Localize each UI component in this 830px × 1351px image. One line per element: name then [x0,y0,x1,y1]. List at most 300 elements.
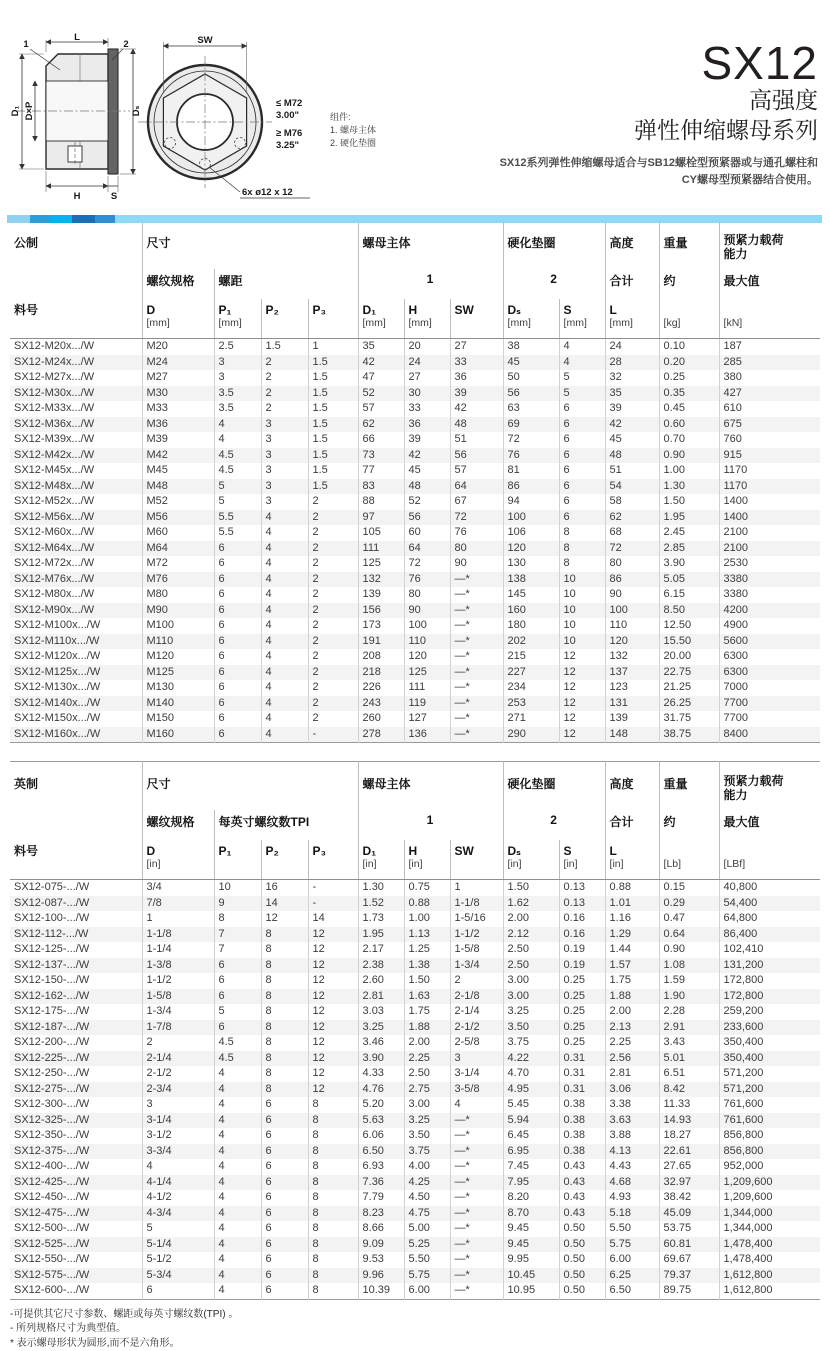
value-cell: 285 [719,355,820,371]
value-cell: 6 [559,401,605,417]
value-cell: 3.50 [503,1020,559,1036]
value-cell: 0.13 [559,880,605,896]
value-cell: 3.25 [503,1004,559,1020]
col-L: L [mm] [605,299,659,339]
part-number-cell: SX12-162-.../W [10,989,142,1005]
value-cell: 6 [261,1175,308,1191]
value-cell: M140 [142,696,214,712]
value-cell: 760 [719,432,820,448]
value-cell: 58 [605,494,659,510]
value-cell: 1.95 [358,927,404,943]
value-cell: 5-1/4 [142,1237,214,1253]
value-cell: 20.00 [659,649,719,665]
value-cell: 0.47 [659,911,719,927]
table-row [10,339,820,355]
value-cell: 6 [261,1190,308,1206]
value-cell: 90 [450,556,503,572]
value-cell: 100 [605,603,659,619]
page-header [0,0,830,215]
value-cell: 2.75 [404,1082,450,1098]
value-cell: M76 [142,572,214,588]
value-cell: 1,344,000 [719,1221,820,1237]
value-cell: 187 [719,339,820,355]
value-cell: 8 [261,1082,308,1098]
value-cell: 8.42 [659,1082,719,1098]
value-cell: —* [450,1252,503,1268]
page-title: SX12 [500,40,818,86]
col-D: D [in] [142,840,214,880]
value-cell: 1400 [719,510,820,526]
col-P3: P₃ [308,840,358,880]
value-cell: 253 [503,696,559,712]
part-number-cell: SX12-225-.../W [10,1051,142,1067]
value-cell: 180 [503,618,559,634]
dim-L-label: L [74,32,80,43]
value-cell: M125 [142,665,214,681]
value-cell: M30 [142,386,214,402]
value-cell: 52 [404,494,450,510]
value-cell: 24 [605,339,659,355]
value-cell: 0.88 [404,896,450,912]
value-cell: M160 [142,727,214,743]
value-cell: 5.20 [358,1097,404,1113]
part-number-cell: SX12-400-.../W [10,1159,142,1175]
value-cell: 72 [503,432,559,448]
value-cell: —* [450,634,503,650]
value-cell: 4.93 [605,1190,659,1206]
value-cell: 2 [261,386,308,402]
value-cell: 4.22 [503,1051,559,1067]
value-cell: M45 [142,463,214,479]
part-number-cell: SX12-M30x.../W [10,386,142,402]
value-cell: 8 [308,1221,358,1237]
value-cell: 2 [308,711,358,727]
value-cell: 0.19 [559,942,605,958]
value-cell: 90 [404,603,450,619]
value-cell: 2 [308,510,358,526]
value-cell: 8 [559,541,605,557]
value-cell: 38.75 [659,727,719,743]
value-cell: 172,800 [719,989,820,1005]
value-cell: 4-1/4 [142,1175,214,1191]
value-cell: 8 [261,958,308,974]
part-number-cell: SX12-M100x.../W [10,618,142,634]
value-cell: 5.5 [214,525,261,541]
value-cell: 111 [404,680,450,696]
col-Lb: [Lb] [659,840,719,880]
value-cell: 8 [559,556,605,572]
value-cell: 3.00 [503,973,559,989]
value-cell: 12 [308,1066,358,1082]
value-cell: 6 [214,603,261,619]
value-cell: 233,600 [719,1020,820,1036]
value-cell: M120 [142,649,214,665]
value-cell: 4 [214,1175,261,1191]
value-cell: 5.5 [214,510,261,526]
value-cell: 14.93 [659,1113,719,1129]
value-cell: 571,200 [719,1066,820,1082]
value-cell: 2 [308,634,358,650]
table-row [10,1237,820,1253]
table-row [10,417,820,433]
value-cell: 0.20 [659,355,719,371]
value-cell: 27 [450,339,503,355]
value-cell: 6.25 [605,1268,659,1284]
value-cell: 3.00 [404,1097,450,1113]
value-cell: 10 [559,603,605,619]
part-number-cell: SX12-275-.../W [10,1082,142,1098]
value-cell: 2.50 [503,958,559,974]
value-cell: 8 [308,1190,358,1206]
value-cell: 10.45 [503,1268,559,1284]
value-cell: 5.50 [605,1221,659,1237]
value-cell: 7700 [719,711,820,727]
value-cell: 12.50 [659,618,719,634]
part-number-cell: SX12-475-.../W [10,1206,142,1222]
part-number-cell: SX12-M130x.../W [10,680,142,696]
value-cell: 3.75 [404,1144,450,1160]
value-cell: 77 [358,463,404,479]
value-cell: 56 [404,510,450,526]
value-cell: 38 [503,339,559,355]
value-cell: 2-1/4 [450,1004,503,1020]
value-cell: 111 [358,541,404,557]
table-row [10,1066,820,1082]
subgroup-pitch: 螺距 [214,269,358,299]
value-cell: 4900 [719,618,820,634]
value-cell: 3.38 [605,1097,659,1113]
value-cell: 36 [404,417,450,433]
value-cell: 89.75 [659,1283,719,1299]
value-cell: 62 [605,510,659,526]
value-cell: 6.00 [605,1252,659,1268]
value-cell: 4 [261,634,308,650]
value-cell: 8 [261,927,308,943]
value-cell: 64 [450,479,503,495]
value-cell: 2.81 [605,1066,659,1082]
value-cell: 4.5 [214,463,261,479]
value-cell: 6 [559,479,605,495]
value-cell: 2-3/4 [142,1082,214,1098]
value-cell: 3.63 [605,1113,659,1129]
nut-drawing-svg [8,34,448,219]
front-view [138,35,310,198]
part-number-cell: SX12-M42x.../W [10,448,142,464]
value-cell: 64,800 [719,911,820,927]
legend-title: 组件: [330,111,351,122]
table-row [10,1252,820,1268]
size-range-ge-in: 3.25" [276,140,299,151]
value-cell: 48 [605,448,659,464]
page-subtitle-2: 弹性伸缩螺母系列 [500,116,818,146]
value-cell: 226 [358,680,404,696]
value-cell: 2100 [719,541,820,557]
value-cell: 3.5 [214,401,261,417]
value-cell: 2 [308,665,358,681]
value-cell: 2 [450,973,503,989]
value-cell: 10 [559,572,605,588]
value-cell: 4.68 [605,1175,659,1191]
value-cell: 7 [214,927,261,943]
value-cell: 6 [559,510,605,526]
value-cell: 2 [142,1035,214,1051]
value-cell: 102,410 [719,942,820,958]
table-row [10,1097,820,1113]
col-Ds: Dₛ [mm] [503,299,559,339]
value-cell: 3 [261,494,308,510]
value-cell: 6 [214,556,261,572]
value-cell: 5-1/2 [142,1252,214,1268]
value-cell: 5.25 [404,1237,450,1253]
value-cell: 137 [605,665,659,681]
part-number-cell: SX12-075-.../W [10,880,142,896]
value-cell: 9.96 [358,1268,404,1284]
value-cell: —* [450,680,503,696]
value-cell: 4 [214,1221,261,1237]
subgroup-nut-body-num: 1 [358,269,503,299]
value-cell: 4 [261,696,308,712]
value-cell: 1 [450,880,503,896]
value-cell: 9.09 [358,1237,404,1253]
value-cell: 9.45 [503,1221,559,1237]
value-cell: 130 [503,556,559,572]
value-cell: 2 [308,603,358,619]
value-cell: 132 [605,649,659,665]
value-cell: 6 [214,711,261,727]
value-cell: 8.50 [659,603,719,619]
table-row [10,355,820,371]
value-cell: 1.75 [404,1004,450,1020]
value-cell: M24 [142,355,214,371]
value-cell: 6 [261,1268,308,1284]
value-cell: 5 [142,1221,214,1237]
value-cell: 131,200 [719,958,820,974]
value-cell: 8 [308,1097,358,1113]
value-cell: 1.50 [659,494,719,510]
subgroup-thread-spec: 螺纹规格 [142,810,214,840]
value-cell: 2 [261,355,308,371]
value-cell: 4 [559,355,605,371]
value-cell: 12 [308,989,358,1005]
value-cell: 1-7/8 [142,1020,214,1036]
value-cell: 5.63 [358,1113,404,1129]
value-cell: —* [450,1237,503,1253]
value-cell: 2 [308,541,358,557]
value-cell: 0.25 [559,1004,605,1020]
dim-H-label: H [74,191,81,202]
table-row [10,587,820,603]
table-row [10,618,820,634]
value-cell: 243 [358,696,404,712]
group-preload: 预紧力载荷能力 [719,762,820,811]
value-cell: 4 [214,1066,261,1082]
value-cell: 6 [559,448,605,464]
value-cell: 2 [308,587,358,603]
value-cell: 120 [404,649,450,665]
col-H: H [in] [404,840,450,880]
value-cell: 1.52 [358,896,404,912]
value-cell: 4.95 [503,1082,559,1098]
table-row [10,896,820,912]
value-cell: 0.45 [659,401,719,417]
value-cell: 3-1/4 [450,1066,503,1082]
value-cell: 4 [214,1159,261,1175]
value-cell: 8400 [719,727,820,743]
value-cell: 47 [358,370,404,386]
value-cell: 2.13 [605,1020,659,1036]
size-range-le: ≤ M72 [276,98,302,109]
value-cell: 278 [358,727,404,743]
table-row [10,1113,820,1129]
part-number-cell: SX12-187-.../W [10,1020,142,1036]
part-number-cell: SX12-450-.../W [10,1190,142,1206]
value-cell: 1170 [719,479,820,495]
part-number-cell: SX12-175-.../W [10,1004,142,1020]
part-number-cell: SX12-150-.../W [10,973,142,989]
table-row [10,911,820,927]
part-number-cell: SX12-M24x.../W [10,355,142,371]
value-cell: 8 [308,1175,358,1191]
footnote-2: - 所列规格尺寸为典型值。 [10,1322,830,1337]
value-cell: 139 [358,587,404,603]
table-row [10,1268,820,1284]
value-cell: 2 [308,649,358,665]
col-D1: D₁ [mm] [358,299,404,339]
value-cell: 4 [214,1113,261,1129]
value-cell: 1 [142,911,214,927]
part-number-cell: SX12-M45x.../W [10,463,142,479]
value-cell: 8 [308,1268,358,1284]
value-cell: 2.45 [659,525,719,541]
value-cell: 1.5 [308,432,358,448]
col-SW: SW [450,299,503,339]
value-cell: 4 [214,417,261,433]
part-number-cell: SX12-425-.../W [10,1175,142,1191]
value-cell: 6.15 [659,587,719,603]
value-cell: 69 [503,417,559,433]
col-part-number: 料号 [10,299,142,339]
value-cell: 100 [404,618,450,634]
value-cell: 3-3/4 [142,1144,214,1160]
col-D1: D₁ [in] [358,840,404,880]
subgroup-height-total: 合计 [605,810,659,840]
value-cell: 14 [261,896,308,912]
value-cell: 12 [308,1020,358,1036]
value-cell: 4200 [719,603,820,619]
value-cell: 3.50 [404,1128,450,1144]
value-cell: 1-5/8 [142,989,214,1005]
value-cell: 8.23 [358,1206,404,1222]
value-cell: 11.33 [659,1097,719,1113]
value-cell: 62 [358,417,404,433]
value-cell: 1.5 [308,463,358,479]
value-cell: 42 [450,401,503,417]
value-cell: 915 [719,448,820,464]
value-cell: 0.38 [559,1144,605,1160]
value-cell: 42 [404,448,450,464]
value-cell: 0.50 [559,1221,605,1237]
value-cell: 173 [358,618,404,634]
value-cell: 5 [214,479,261,495]
value-cell: 427 [719,386,820,402]
value-cell: 3-1/4 [142,1113,214,1129]
value-cell: 51 [450,432,503,448]
value-cell: 4 [214,1252,261,1268]
value-cell: 208 [358,649,404,665]
value-cell: 106 [503,525,559,541]
side-view [10,32,142,202]
value-cell: 10 [559,634,605,650]
value-cell: 0.43 [559,1159,605,1175]
legend-item-1: 1. 螺母主体 [330,124,376,135]
value-cell: 1.59 [659,973,719,989]
value-cell: 6 [261,1283,308,1299]
group-height: 高度 [605,223,659,269]
value-cell: 4 [214,1097,261,1113]
value-cell: 4 [261,541,308,557]
value-cell: 15.50 [659,634,719,650]
value-cell: 3.03 [358,1004,404,1020]
table-row [10,727,820,743]
value-cell: 12 [308,958,358,974]
value-cell: 5.18 [605,1206,659,1222]
value-cell: 1170 [719,463,820,479]
value-cell: 1-3/4 [450,958,503,974]
value-cell: 3 [261,463,308,479]
value-cell: 27.65 [659,1159,719,1175]
value-cell: —* [450,1144,503,1160]
subgroup-washer-num: 2 [503,810,605,840]
value-cell: 60 [404,525,450,541]
value-cell: 1.5 [308,479,358,495]
value-cell: 8 [261,1004,308,1020]
value-cell: 271 [503,711,559,727]
value-cell: 3.5 [214,386,261,402]
value-cell: 7.95 [503,1175,559,1191]
value-cell: 234 [503,680,559,696]
value-cell: M150 [142,711,214,727]
value-cell: 1.50 [404,973,450,989]
value-cell: 33 [450,355,503,371]
value-cell: 57 [358,401,404,417]
value-cell: 6 [214,680,261,696]
value-cell: 86,400 [719,927,820,943]
value-cell: 12 [308,942,358,958]
value-cell: 125 [358,556,404,572]
value-cell: 3.06 [605,1082,659,1098]
value-cell: M20 [142,339,214,355]
value-cell: 1.5 [308,401,358,417]
value-cell: 68 [605,525,659,541]
value-cell: 4.5 [214,1051,261,1067]
value-cell: 3.90 [358,1051,404,1067]
part-number-cell: SX12-M160x.../W [10,727,142,743]
value-cell: 27 [404,370,450,386]
value-cell: 7.79 [358,1190,404,1206]
value-cell: 0.13 [559,896,605,912]
value-cell: 1-1/2 [142,973,214,989]
table-row [10,1082,820,1098]
value-cell: 1,344,000 [719,1206,820,1222]
value-cell: 6 [559,417,605,433]
value-cell: 2 [308,572,358,588]
value-cell: 26.25 [659,696,719,712]
value-cell: 22.75 [659,665,719,681]
holes-note: 6x ø12 x 12 [242,187,293,198]
value-cell: 3 [261,432,308,448]
value-cell: 6 [214,541,261,557]
page-subtitle-1: 高强度 [500,86,818,116]
